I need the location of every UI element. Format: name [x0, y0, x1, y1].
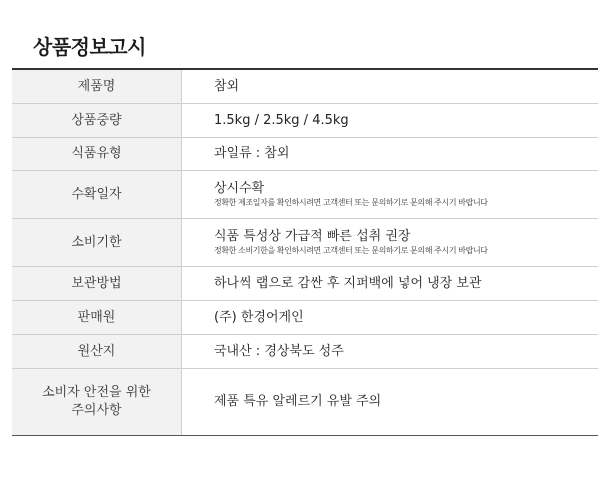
table-row-harvest-date — [12, 171, 598, 219]
row-label — [12, 369, 182, 435]
row-value: 1.5kg / 2.5kg / 4.5kg — [214, 112, 349, 128]
row-value-cell — [182, 70, 598, 103]
row-label: 제품명 — [12, 70, 182, 103]
table-row-weight — [12, 104, 598, 138]
table-row-storage — [12, 267, 598, 301]
row-note: 정확한 제조일자를 확인하시려면 고객센터 또는 문의하기로 문의해 주시기 바랍니다 — [214, 197, 488, 207]
row-value-cell — [182, 335, 598, 368]
row-label: 판매원 — [12, 301, 182, 334]
row-value: 참외 — [214, 78, 240, 94]
row-label: 식품유형 — [12, 138, 182, 170]
row-value: 하나씩 랩으로 감싼 후 지퍼백에 넣어 냉장 보관 — [214, 275, 482, 291]
row-value: (주) 한경어게인 — [214, 309, 304, 325]
row-value: 상시수확 — [214, 180, 265, 196]
row-value-cell — [182, 301, 598, 334]
table-row-expiry — [12, 219, 598, 267]
row-value-cell — [182, 219, 598, 266]
row-value-cell — [182, 369, 598, 435]
row-label: 보관방법 — [12, 267, 182, 300]
product-info-table — [12, 68, 598, 436]
row-value-cell — [182, 267, 598, 300]
row-label: 상품중량 — [12, 104, 182, 137]
table-row-food-type — [12, 138, 598, 171]
row-value: 과일류 : 참외 — [214, 146, 290, 161]
row-value: 국내산 : 경상북도 성주 — [214, 343, 344, 359]
row-label-line: 소비자 안전을 위한 — [42, 385, 151, 400]
table-row-seller — [12, 301, 598, 335]
page-title: 상품정보고시 — [33, 35, 146, 59]
row-value: 식품 특성상 가급적 빠른 섭취 권장 — [214, 228, 411, 244]
row-label: 소비기한 — [12, 219, 182, 266]
table-row-safety-notice — [12, 369, 598, 435]
row-value-cell — [182, 171, 598, 218]
row-value: 제품 특유 알레르기 유발 주의 — [214, 394, 382, 409]
row-value-cell — [182, 138, 598, 170]
row-value-cell — [182, 104, 598, 137]
row-label-line: 주의사항 — [71, 403, 122, 418]
row-note: 정확한 소비기한을 확인하시려면 고객센터 또는 문의하기로 문의해 주시기 바랍니다 — [214, 245, 488, 255]
table-row-product-name — [12, 70, 598, 104]
row-label: 수확일자 — [12, 171, 182, 218]
table-row-origin — [12, 335, 598, 369]
row-label: 원산지 — [12, 335, 182, 368]
